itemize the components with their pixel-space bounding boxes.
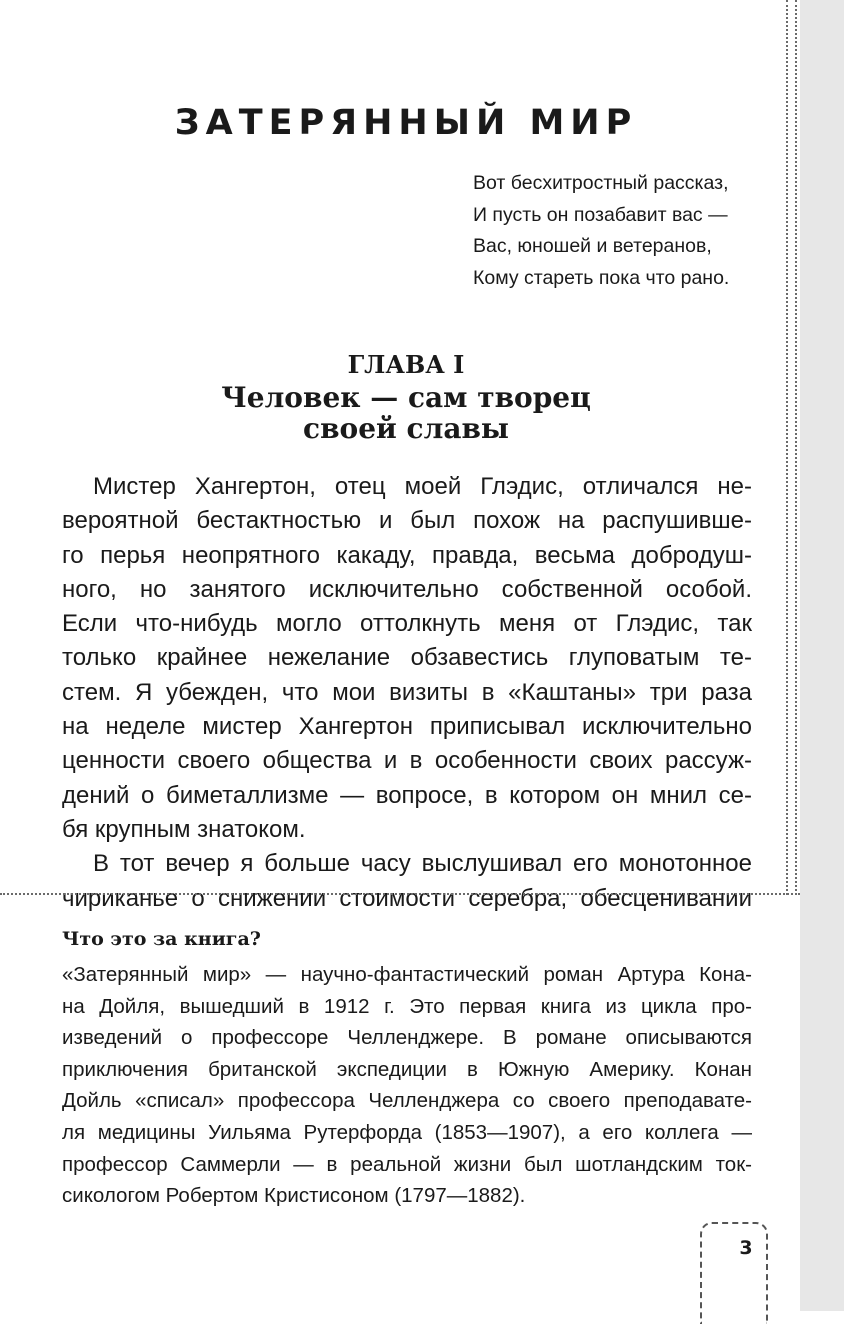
epigraph-line: Вот бесхитростный рассказ,: [473, 172, 729, 194]
about-line: на Дойля, вышедший в 1912 г. Это первая книга из цикла про-: [62, 994, 752, 1018]
body-line: ного, но занятого исключительно собственной особой.: [62, 575, 752, 603]
body-line: вероятной бестактностью и был похож на распушивше-: [62, 507, 752, 535]
chapter-title-line: своей славы: [303, 412, 509, 445]
about-heading: Что это за книга?: [62, 928, 261, 950]
side-margin-strip: [800, 0, 844, 1311]
epigraph: [473, 168, 773, 294]
chapter-body-text: [62, 470, 752, 916]
body-line: только крайнее нежелание обзавестись глуповатым те-: [62, 644, 752, 672]
about-line: изведений о профессоре Челленджере. В романе описываются: [62, 1026, 752, 1050]
epigraph-line: И пусть он позабавит вас —: [473, 203, 728, 226]
body-line: чириканье о снижении стоимости серебра, обесценивании: [62, 884, 752, 912]
about-line: «Затерянный мир» — научно-фантастический роман Артура Кона-: [62, 963, 752, 986]
section-divider: [0, 893, 800, 895]
about-line: ля медицины Уильяма Рутерфорда (1853—1907), а его коллега —: [62, 1120, 752, 1144]
epigraph-line: Вас, юношей и ветеранов,: [473, 235, 712, 257]
about-line: сикологом Робертом Кристисоном (1797—1882).: [62, 1184, 526, 1208]
body-line: бя крупным знатоком.: [62, 815, 306, 843]
about-text: [62, 959, 752, 1212]
epigraph-line: Кому стареть пока что рано.: [473, 266, 730, 289]
chapter-heading: [0, 348, 812, 444]
body-line: на неделе мистер Хангертон приписывал исключительно: [62, 713, 752, 741]
body-line: дений о биметаллизме — вопросе, в котором он мнил се-: [62, 781, 752, 809]
body-line: В тот вечер я больше часу выслушивал его монотонное: [93, 850, 752, 878]
about-line: профессор Саммерли — в реальной жизни был шотландским ток-: [62, 1152, 752, 1176]
body-line: го перья неопрятного какаду, правда, весьма добродуш-: [62, 541, 752, 569]
about-line: приключения британской экспедиции в Южную Америку. Конан: [62, 1057, 752, 1081]
book-title: ЗАТЕРЯННЫЙ МИР: [174, 103, 638, 143]
chapter-title-line: Человек — сам творец: [221, 381, 591, 414]
body-line: Если что-нибудь могло оттолкнуть меня от Глэдис, так: [62, 610, 752, 638]
page-number: 3: [739, 1237, 753, 1259]
chapter-number: ГЛАВА I: [347, 350, 465, 379]
body-line: стем. Я убежден, что мои визиты в «Каштаны» три раза: [62, 678, 752, 706]
body-line: Мистер Хангертон, отец моей Глэдис, отличался не-: [93, 473, 752, 500]
body-line: ценности своего общества и в особенности своих рассуж-: [62, 747, 752, 775]
about-line: Дойль «списал» профессора Челленджера со своего преподавате-: [62, 1089, 752, 1113]
